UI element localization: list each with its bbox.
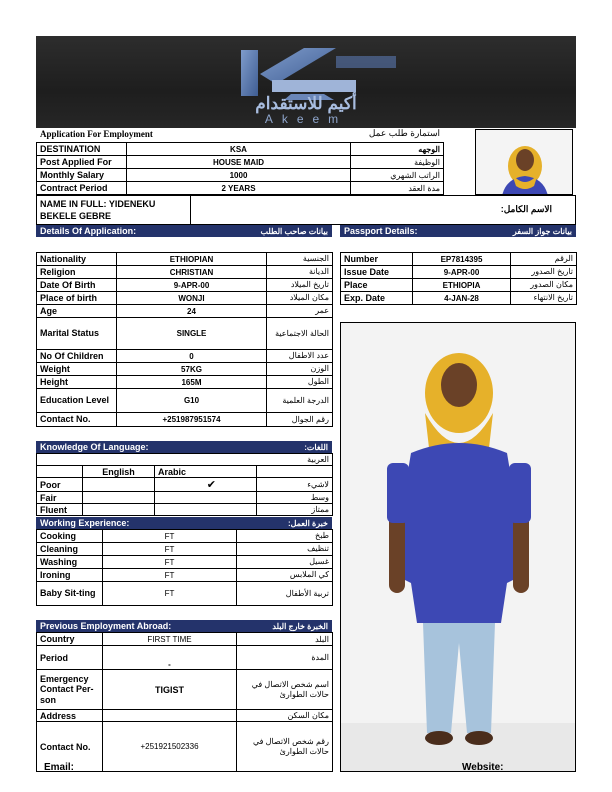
work-arabic: طبخ [237,530,333,543]
language-english-cell [83,478,155,492]
detail-label: Date Of Birth [37,279,117,292]
detail-value: 165M [117,376,267,389]
header-banner [36,36,576,128]
language-arabic-cell: ✔ [155,478,257,492]
post-value: HOUSE MAID [127,156,351,169]
detail-arabic: الدرجة العلمية [267,389,333,413]
language-corner [37,466,83,478]
language-arabic-cell [155,504,257,516]
detail-label: Nationality [37,253,117,266]
detail-label: No Of Children [37,350,117,363]
detail-row [37,279,333,292]
post-label: Post Applied For [37,156,127,169]
person-full-body-icon [341,323,576,772]
detail-value: 0 [117,350,267,363]
work-section-arabic: خبرة العمل: [287,518,328,528]
passport-row [341,253,577,266]
detail-value: 57KG [117,363,267,376]
passport-arabic: تاريخ الانتهاء [511,292,577,305]
work-section-title: Working Experience: [40,518,130,528]
work-value: FT [103,543,237,556]
language-col-arabic: Arabic [155,466,257,478]
detail-label: Education Level [37,389,117,413]
language-english-cell [83,504,155,516]
divider [190,196,191,224]
passport-label: Number [341,253,413,266]
passport-section-header [340,225,576,237]
emergency-value: TIGIST [103,670,237,710]
top-info-table [36,142,444,195]
detail-value: SINGLE [117,318,267,350]
language-row [37,504,333,516]
language-level-arabic: وسط [257,492,333,504]
passport-value: 4-JAN-28 [413,292,511,305]
salary-value: 1000 [127,169,351,182]
emergency-contact-value: +251921502336 [103,722,237,772]
language-table [36,453,333,516]
emergency-contact-label: Contact No. [37,722,103,772]
language-section-header [36,441,332,453]
language-level-arabic: لاشيء [257,478,333,492]
email-label: Email: [44,762,75,773]
full-name-box [36,195,576,225]
emergency-arabic: اسم شخص الاتصال في حالات الطوارئ [237,670,333,710]
detail-row [37,292,333,305]
detail-value: G10 [117,389,267,413]
language-level-label: Poor [37,478,83,492]
applicant-photo-small [475,129,573,195]
details-table [36,252,333,427]
work-arabic: كي الملابس [237,569,333,582]
work-row [37,569,333,582]
work-row [37,556,333,569]
passport-row [341,279,577,292]
passport-label: Issue Date [341,266,413,279]
detail-label: Marital Status [37,318,117,350]
abroad-table [36,632,333,772]
detail-row [37,305,333,318]
passport-label: Exp. Date [341,292,413,305]
work-row [37,530,333,543]
detail-arabic: عدد الاطفال [267,350,333,363]
detail-arabic: الطول [267,376,333,389]
period-value: - [103,646,237,670]
language-col-blank [257,466,333,478]
work-value: FT [103,530,237,543]
passport-value: 9-APR-00 [413,266,511,279]
salary-label: Monthly Salary [37,169,127,182]
detail-label: Place of birth [37,292,117,305]
detail-value: 24 [117,305,267,318]
detail-arabic: تاريخ الميلاد [267,279,333,292]
person-portrait-icon [476,130,573,195]
language-level-label: Fair [37,492,83,504]
details-section-header [36,225,332,237]
passport-section-arabic: بيانات جواز السفر [512,226,572,236]
detail-arabic: عمر [267,305,333,318]
language-row [37,492,333,504]
abroad-section-arabic: الخبرة خارج البلد [272,621,328,631]
detail-value: CHRISTIAN [117,266,267,279]
passport-row [341,266,577,279]
address-arabic: مكان السكن [237,710,333,722]
abroad-section-title: Previous Employment Abroad: [40,621,172,631]
full-name-arabic: الاسم الكامل: [500,204,552,214]
passport-arabic: مكان الصدور [511,279,577,292]
detail-arabic: رقم الجوال [267,413,333,427]
contract-label: Contract Period [37,182,127,195]
detail-row [37,266,333,279]
language-english-cell [83,492,155,504]
detail-arabic: الجنسية [267,253,333,266]
detail-arabic: مكان الميلاد [267,292,333,305]
full-name-label: NAME IN FULL: YIDENEKU BEKELE GEBRE [40,199,156,221]
language-level-label: Fluent [37,504,83,516]
detail-row [37,413,333,427]
work-label: Cleaning [37,543,103,556]
detail-value: +251987951574 [117,413,267,427]
work-label: Cooking [37,530,103,543]
detail-row [37,253,333,266]
work-label: Ironing [37,569,103,582]
detail-row [37,376,333,389]
work-arabic: تنظيف [237,543,333,556]
contract-value: 2 YEARS [127,182,351,195]
period-label: Period [37,646,103,670]
detail-arabic: الوزن [267,363,333,376]
language-section-title: Knowledge Of Language: [40,442,149,452]
passport-value: ETHIOPIA [413,279,511,292]
work-table [36,529,333,606]
work-label: Baby Sit-ting [37,582,103,606]
logo-latin-text: Akeem [264,112,348,126]
destination-label: DESTINATION [37,143,127,156]
language-col-english: English [83,466,155,478]
detail-label: Religion [37,266,117,279]
detail-value: WONJI [117,292,267,305]
work-arabic: تربية الأطفال [237,582,333,606]
application-title-arabic: استمارة طلب عمل [368,128,440,138]
detail-arabic: الحالة الاجتماعية [267,318,333,350]
abroad-section-header [36,620,332,632]
period-arabic: المدة [237,646,333,670]
details-section-title: Details Of Application: [40,226,137,236]
details-section-arabic: بيانات صاحب الطلب [260,226,328,236]
language-section-arabic: اللغات: [304,442,328,452]
emergency-contact-arabic: رقم شخص الاتصال في حالات الطوارئ [237,722,333,772]
detail-row [37,350,333,363]
work-label: Washing [37,556,103,569]
country-value: FIRST TIME [103,633,237,646]
work-value: FT [103,582,237,606]
work-value: FT [103,569,237,582]
website-label: Website: [462,762,504,773]
detail-label: Contact No. [37,413,117,427]
language-row [37,478,333,492]
country-label: Country [37,633,103,646]
detail-row [37,389,333,413]
language-arabic-header: العربية [37,454,333,466]
passport-table [340,252,577,305]
detail-label: Age [37,305,117,318]
work-section-header [36,517,332,529]
country-arabic: البلد [237,633,333,646]
contract-arabic: مدة العقد [351,182,444,195]
destination-arabic: الوجهه [351,143,444,156]
address-label: Address [37,710,103,722]
language-arabic-cell [155,492,257,504]
detail-label: Weight [37,363,117,376]
application-title: Application For Employment [40,129,153,139]
work-row [37,543,333,556]
address-value [103,710,237,722]
detail-label: Height [37,376,117,389]
destination-value: KSA [127,143,351,156]
emergency-label: Emergency Contact Per-son [37,670,103,710]
logo-arabic-text: أكيم للاستقدام [255,94,357,113]
work-value: FT [103,556,237,569]
post-arabic: الوظيفة [351,156,444,169]
work-row [37,582,333,606]
passport-arabic: تاريخ الصدور [511,266,577,279]
passport-label: Place [341,279,413,292]
language-level-arabic: ممتاز [257,504,333,516]
passport-row [341,292,577,305]
passport-value: EP7814395 [413,253,511,266]
salary-arabic: الراتب الشهري [351,169,444,182]
work-arabic: غسيل [237,556,333,569]
detail-value: ETHIOPIAN [117,253,267,266]
detail-row [37,318,333,350]
detail-row [37,363,333,376]
detail-value: 9-APR-00 [117,279,267,292]
passport-arabic: الرقم [511,253,577,266]
applicant-photo-full [340,322,576,772]
passport-section-title: Passport Details: [344,226,418,236]
detail-arabic: الديانة [267,266,333,279]
